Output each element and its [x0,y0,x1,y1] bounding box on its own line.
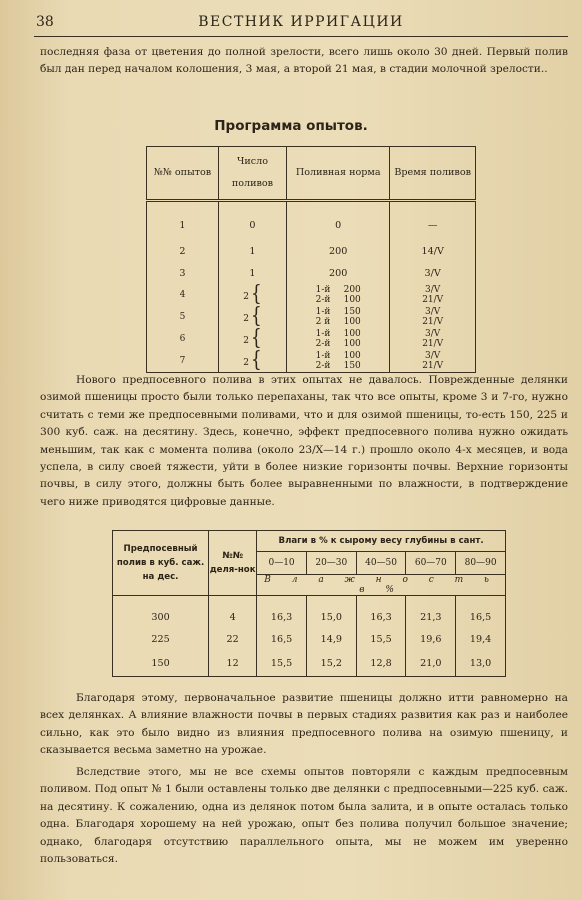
intro-paragraph: последняя фаза от цветения до полной зрелости, всего лишь около 30 дней. Первый полив был дан перед началом колошения, 3 мая, а второй 21 мая, в стадии молочной зрелости.. [40,46,568,76]
t2-header-irrigation: Предпосевный полив в куб. саж. на дес. [113,531,209,596]
t2-cell: 19,6 [406,628,456,650]
t1-sub: 1-й [315,307,331,317]
t1-time: 3/V [425,351,441,361]
t1-cell: 1 [218,240,286,262]
t1-header-time: Время поливов [390,147,476,201]
t2-cell: 4 [209,596,257,629]
table1-title: Программа опытов. [214,118,368,134]
t2-cell: 12,8 [356,650,406,677]
t1-time: 21/V [422,295,444,305]
t1-cell: — [390,201,476,241]
t1-cell: 0 [287,201,390,241]
t1-norm: 100 [343,295,361,305]
page-header [34,10,568,37]
t1-time: 21/V [422,317,444,327]
brace-glyph: { [250,281,262,306]
t1-time-cell [390,306,476,328]
t2-depth: 20—30 [306,552,356,575]
t2-cell: 16,5 [456,596,506,629]
t1-norm: 100 [343,329,361,339]
t1-sub: 2 й [315,317,331,327]
t1-count: 2 [243,313,249,324]
t2-cell: 14,9 [306,628,356,650]
t1-cell: 1 [147,201,219,241]
t2-cell: 15,2 [306,650,356,677]
t1-norm: 100 [343,317,361,327]
t1-time-cell [390,328,476,350]
t2-cell: 15,5 [356,628,406,650]
t1-sub: 2-й [315,339,331,349]
t2-cell: 21,0 [406,650,456,677]
t1-norm-cell [287,284,390,306]
t2-cell: 225 [113,628,209,650]
paragraph-3: Благодаря этому, первоначальное развитие пшеницы должно итти равномерно на всех делянках. А влияние влажности почвы в первых стадиях развития как раз и наиболее сильно, как это было видно из влияния предпосевного полива на озимую пшеницу, и сказывается весьма заметно на урожае. [40,692,568,757]
t2-cell: 16,3 [257,596,307,629]
t1-sub: 1-й [315,285,331,295]
brace-glyph: { [250,303,262,328]
t1-cell: 4 [147,284,219,306]
program-table [146,146,476,373]
t2-subheader: В л а ж н о с т ь в % [257,575,506,596]
t2-cell: 16,3 [356,596,406,629]
t1-time-cell [390,350,476,373]
t1-sub: 1-й [315,351,331,361]
t2-depth: 40—50 [356,552,406,575]
t1-time: 21/V [422,339,444,349]
t2-header-group: Влаги в % к сырому весу глубины в сант. [257,531,506,552]
t1-header-count: Число поливов [218,147,286,201]
t2-cell: 16,5 [257,628,307,650]
t1-cell: 3 [147,262,219,284]
t1-cell: 3/V [390,262,476,284]
t1-norm: 200 [343,285,361,295]
t2-cell: 15,0 [306,596,356,629]
t1-sub: 2-й [315,295,331,305]
t2-cell: 13,0 [456,650,506,677]
t2-cell: 300 [113,596,209,629]
t1-norm-cell [287,350,390,373]
journal-title: ВЕСТНИК ИРРИГАЦИИ [198,14,404,30]
t2-depth: 60—70 [406,552,456,575]
t2-header-plot: №№ деля-нок [209,531,257,596]
t2-cell: 22 [209,628,257,650]
brace-glyph: { [250,325,262,350]
t2-cell: 15,5 [257,650,307,677]
t1-norm: 100 [343,339,361,349]
t2-cell: 19,4 [456,628,506,650]
t1-time-cell [390,284,476,306]
t1-cell: 7 [147,350,219,373]
t1-cell: 200 [287,262,390,284]
t1-sub: 2-й [315,361,331,371]
t2-cell: 21,3 [406,596,456,629]
t2-cell: 12 [209,650,257,677]
t1-cell: 200 [287,240,390,262]
t1-cell: 1 [218,262,286,284]
t1-norm-cell [287,306,390,328]
t1-time: 3/V [425,285,441,295]
page-number: 38 [36,14,54,30]
t1-time: 21/V [422,361,444,371]
t1-cell: 6 [147,328,219,350]
t1-norm: 100 [343,351,361,361]
t2-depth: 80—90 [456,552,506,575]
t1-cell: 5 [147,306,219,328]
t1-header-norm: Поливная норма [287,147,390,201]
brace-glyph: { [250,347,262,372]
t1-norm-cell [287,328,390,350]
t2-cell: 150 [113,650,209,677]
t1-cell: 0 [218,201,286,241]
t1-sub: 1-й [315,329,331,339]
t1-cell: 14/V [390,240,476,262]
t1-cell: 2 [147,240,219,262]
t1-count: 2 [243,335,249,346]
t1-time: 3/V [425,307,441,317]
t1-time: 3/V [425,329,441,339]
t2-depth: 0—10 [257,552,307,575]
paragraph-4: Вследствие этого, мы не все схемы опытов повторяли с каждым предпосевным поливом. Под опыт № 1 были оставлены только две делянки с предпосевными—225 куб. саж. на десятину. К сожалению, одна из делянок потом была залита, и в опыте осталась только одна. Благодаря хорошему на ней урожаю, опыт без полива получил большое значение; однако, благодаря отсутствию параллельного опыта, мы не можем им уверенно пользоваться. [40,766,568,866]
t1-count: 2 [243,357,249,368]
moisture-table [112,530,506,677]
t1-norm: 150 [343,361,361,371]
t1-header-num: №№ опытов [147,147,219,201]
t1-norm: 150 [343,307,361,317]
t1-count-cell [218,347,286,373]
t1-count: 2 [243,291,249,302]
middle-paragraph: Нового предпосевного полива в этих опытах не давалось. Поврежденные делянки озимой пшеницы просто были только перепаханы, так что все опыты, кроме 3 и 7-го, нужно считать с теми же предпосевными поливами, что и для озимой пшеницы, то-есть 150, 225 и 300 куб. саж. на десятину. Здесь, конечно, эффект предпосевного полива нужно ожидать меньшим, так как с момента полива (около 23/X—14 г.) прошло около 4-х месяцев, и вода успела, в силу своей тяжести, уйти в более низкие горизонты почвы. Верхние горизонты почвы, в силу этого, должны быть более выравненными по влажности, в подтверждение чего ниже приводятся цифровые данные. [40,374,568,508]
